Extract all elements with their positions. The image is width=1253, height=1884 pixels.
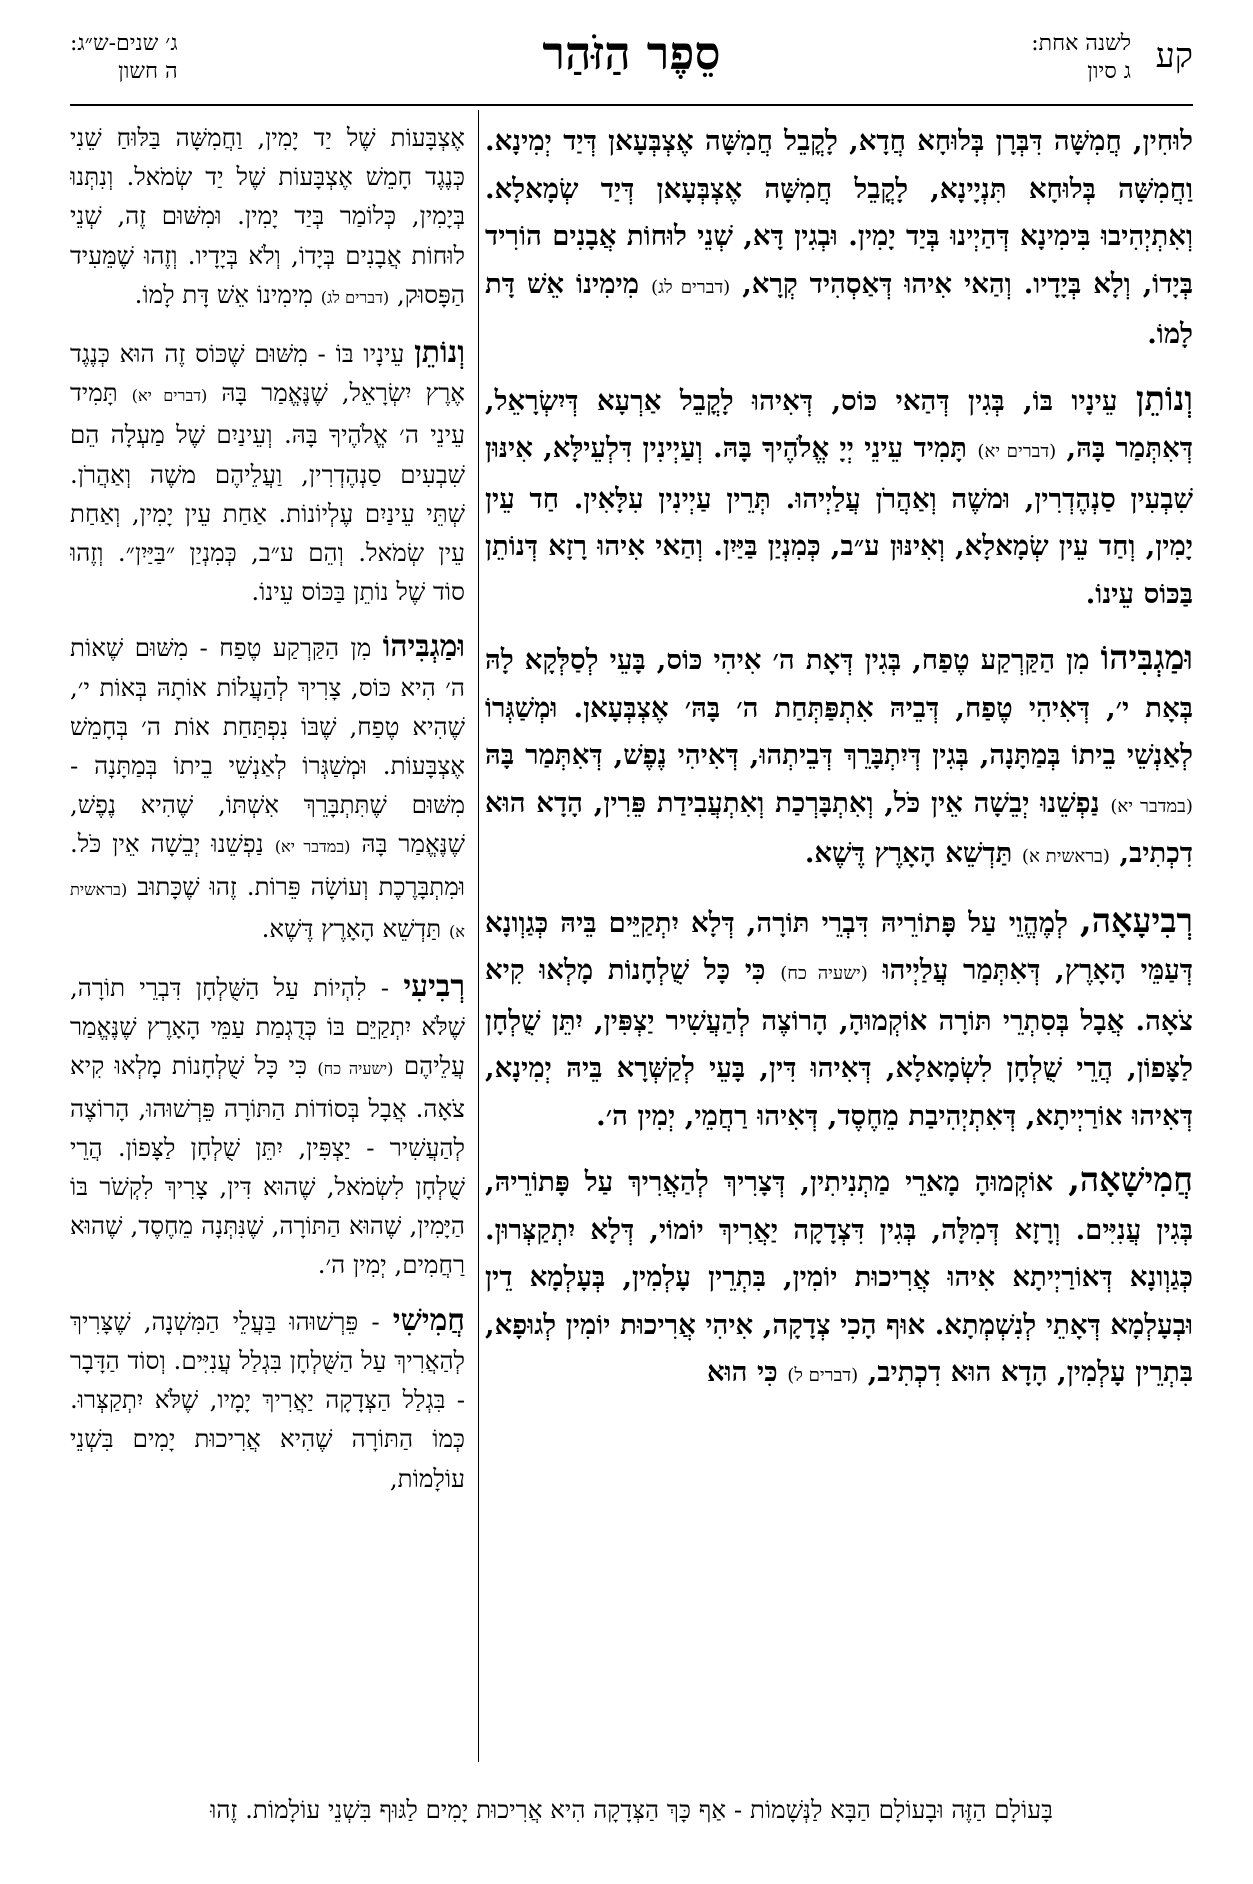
study-schedule-three-years bbox=[70, 30, 178, 86]
page-header bbox=[70, 22, 1193, 100]
verse-reference: (במדבר יא) bbox=[274, 837, 351, 857]
paragraph bbox=[485, 634, 1193, 881]
schedule-label: ג׳ שנים-ש״ג: bbox=[70, 31, 178, 56]
text: לְמֶהֱוֵי עַל פָּתוֹרֵיהּ דִּבְרֵי תּוֹרָה, דְּלָא יִתְקַיֵּים בֵּיהּ כְּגַוְונָא דְּעַמֵּי הָאָרֶץ, דְּאִתְּמַר עֲלַיְיהוּ bbox=[485, 906, 1193, 986]
text: כִּי כָּל שֻׁלְחָנוֹת מָלְאוּ קִיא צֹאָה. אֲבָל בְּסוֹדוֹת הַתּוֹרָה פֵּרְשׁוּהוּ, הָרוֹצֶה לְהַעֲשִׁיר - יַצְפִּין, יִתֵּן שֻׁלְחָן לַצָּפוֹן. הֲרֵי שֻׁלְחָן לִשְׂמֹאל, שֶׁהוּא דִּין, צָרִיךְ לִקְשֹׁר בּוֹ הַיָּמִין, שֶׁהוּא הַתּוֹרָה, שֶׁנִּתְּנָה מֵחֶסֶד, שֶׁהוּא רַחֲמִים, יְמִין ה׳. bbox=[70, 1051, 465, 1280]
paragraph bbox=[70, 627, 465, 951]
aramaic-text-column bbox=[485, 118, 1193, 1758]
column-divider bbox=[478, 110, 479, 1762]
opening-word: רְבִיעָאָה, bbox=[1080, 899, 1193, 940]
verse-reference: (דברים יא) bbox=[131, 386, 208, 406]
paragraph bbox=[485, 118, 1193, 359]
text: עֵינָיו בּוֹ - מִשּׁוּם שֶׁכּוֹס זֶה הוּא כְּנֶגֶד אֶרֶץ יִשְׂרָאֵל, שֶׁנֶּאֱמַר בָּהּ bbox=[70, 339, 465, 408]
opening-word: וּמַגְבִּיהוֹ bbox=[1100, 637, 1193, 677]
page-number: קע bbox=[1155, 36, 1193, 76]
text: תָּמִיד עֵינֵי ה׳ אֱלֹהֶיךָ בָּהּ. וְעֵינַיִם שֶׁל מַעְלָה הֵם שִׁבְעִים סַנְהֶדְרִין, וַעֲלֵיהֶם משֶׁה וְאַהֲרֹן. שְׁתֵּי עֵינַיִם עֶלְיוֹנוֹת. אַחַת עֵין יָמִין, וְאַחַת עֵין שְׂמֹאל. וְהֵם ע״ב, כְּמִנְיַן ״בַּיַּיִן״. וְזֶהוּ סוֹד שֶׁל נוֹתֵן בַּכּוֹס עֵינוֹ. bbox=[70, 378, 465, 607]
opening-word: וְנוֹתֵן bbox=[414, 335, 465, 371]
text: מִן הַקַּרְקַע טֶפַח, בְּגִין דְּאָת ה׳ אִיהִי כּוֹס, בָּעֵי לְסַלְּקָא לָהּ בְּאָת י׳, דְּאִיהִי טֶפַח, דְּבֵיהּ אִתְפַּתְּחַת ה׳ בָּהּ׳ אֶצְבְּעָאן. וּמְשַׁגְּרוֹ לְאַנְשֵׁי בֵיתוֹ בְּמַתָּנָה, בְּגִין דְּיִתְבָּרֵךְ דְּבֵיתְהוּ, דְּאִיהִי נֶפֶשׁ, דְּאִתְּמַר בָּהּ bbox=[485, 644, 1193, 771]
opening-word: רְבִיעִי bbox=[403, 969, 465, 1005]
text: תַּדְשֵׁא הָאָרֶץ דֶּשֶׁא. bbox=[261, 913, 442, 943]
text: עֵינָיו בּוֹ, בְּגִין דְּהַאי כּוֹס, דְּאִיהוּ לָקֳבֵל אַרְעָא דְּיִשְׂרָאֵל, דְּאִתְּמַר בָּהּ, bbox=[485, 384, 1193, 464]
verse-reference: (ישעיה כח) bbox=[780, 963, 868, 984]
paragraph bbox=[70, 1301, 465, 1498]
verse-reference: (בראשית א) bbox=[70, 879, 465, 941]
hebrew-translation-column bbox=[70, 118, 465, 1758]
text: לוּחִין, חֲמִשָּׁה דִּבְּרָן בְּלוּחָא חֲדָא, לָקֳבֵל חֲמִשָּׁה אֶצְבְּעָאן דְּיַד יְמִינָא. וַחֲמִשָּׁה בְּלוּחָא תִּנְיָינָא, לָקֳבֵל חֲמִשָּׁה אֶצְבְּעָאן דְּיַד שְׂמָאלָא. וְאִתְיְהִיבוּ בִּימִינָא דְּהַיְינוּ בְּיַד יָמִין. וּבְגִין דָּא, שְׁנֵי לוּחוֹת אֲבָנִים הוֹרִיד בְּיָדוֹ, וְלָא בְּיָדָיו. וְהַאי אִיהוּ דְּאַסְהִיד קְרָא, bbox=[485, 125, 1193, 300]
paragraph bbox=[70, 118, 465, 317]
paragraph bbox=[70, 967, 465, 1285]
verse-reference: (ישעיה כח) bbox=[317, 1059, 394, 1079]
verse-reference: (דברים לג) bbox=[320, 287, 390, 307]
text: - לִהְיוֹת עַל הַשֻּׁלְחָן דִּבְרֵי תוֹרָה, שֶׁלֹּא יִתְקַיֵּם בּוֹ כְּדֻגְמַת עַמֵּי הָאָרֶץ שֶׁנֶּאֱמַר עֲלֵיהֶם bbox=[70, 973, 465, 1081]
paragraph bbox=[485, 1156, 1193, 1400]
verse-reference: (דברים יא) bbox=[977, 441, 1057, 462]
opening-word: חֲמִישִׁי bbox=[392, 1302, 465, 1338]
schedule-label: לשנה אחת: bbox=[1031, 31, 1131, 56]
paragraph bbox=[485, 897, 1193, 1141]
text: נַפְשֵׁנוּ יְבֵשָׁה אֵין כֹּל, וְאִתְבָּרְכַת וְאִתְעֲבִידַת פֵּרִין, הָדָא הוּא דִכְתִיב, bbox=[485, 786, 1193, 869]
text: מִימִינוֹ אֵשׁ דָּת לָמוֹ. bbox=[485, 267, 1193, 350]
footer-continuation: בָּעוֹלָם הַזֶּה וּבָעוֹלָם הַבָּא לַנְּשָׁמוֹת - אַף כָּךְ הַצְּדָקָה הִיא אֲרִיכוּת יָמִים לַגּוּף בִּשְׁנֵי עוֹלָמוֹת. זֶהוּ bbox=[210, 1795, 1053, 1824]
opening-word: וְנוֹתֵן bbox=[1135, 377, 1193, 418]
verse-reference: (בראשית א) bbox=[1021, 846, 1110, 867]
paragraph bbox=[70, 333, 465, 611]
header-rule bbox=[70, 104, 1193, 106]
verse-reference: (דברים ל) bbox=[787, 1365, 859, 1386]
opening-word: חֲמִישָׁאָה, bbox=[1068, 1159, 1193, 1199]
text: נַפְשֵׁנוּ יְבֵשָׁה אֵין כֹּל. וּמִתְבָּרֶכֶת וְעוֹשָׂה פֵּרוֹת. זֶהוּ שֶׁכָּתוּב bbox=[70, 829, 465, 901]
text: אוֹקְמוּהָ מָארֵי מַתְנִיתִין, דְּצָרִיךְ לְהַאֲרִיךְ עַל פָּתוֹרֵיהּ, בְּגִין עֲנִיִּים. וְרָזָא דְּמִלָּה, בְּגִין דִּצְדָקָה יַאֲרִיךְ יוֹמוֹי, דְּלָא יִתְקַצְּרוּן. כְּגַוְונָא דְּאוֹרַיְיתָא אִיהוּ אֲרִיכוּת יוֹמִין, בִּתְרֵין עָלְמִין, בְּעָלְמָא דֵין וּבְעָלְמָא דְּאָתֵי לְנִשְׁמְתָא. אוּף הָכִי צְדָקָה, אִיהִי אֲרִיכוּת יוֹמִין לְגוּפָא, בִּתְרֵין עָלְמִין, הָדָא הוּא דִכְתִיב, bbox=[485, 1166, 1193, 1388]
text: תַּדְשֵׁא הָאָרֶץ דֶּשֶׁא. bbox=[804, 837, 1013, 869]
verse-reference: (דברים לג) bbox=[651, 276, 731, 298]
verse-reference: (במדבר יא) bbox=[1110, 795, 1193, 817]
text: תָּמִיד עֵינֵי יְיָ אֱלֹהֶיךָ בָּהּ. וְעַיְינִין דִּלְעֵילָּא, אִינּוּן שִׁבְעִין סַנְהֶדְרִין, וּמשֶׁה וְאַהֲרֹן עֲלַיְיהוּ. תְּרֵין עַיְינִין עִלָּאִין. חַד עֵין יָמִין, וְחַד עֵין שְׂמָאלָא, וְאִינּוּן ע״ב, כְּמִנְיַן בַּיַּיִן. וְהַאי אִיהוּ רָזָא דְּנוֹתֵן בַּכּוֹס עֵינוֹ. bbox=[485, 432, 1193, 610]
text: מִן הַקַּרְקַע טֶפַח - מִשּׁוּם שֶׁאוֹת ה׳ הִיא כּוֹס, צָרִיךְ לְהַעֲלוֹת אוֹתָהּ בְּאוֹת י׳, שֶׁהִיא טֶפַח, שֶׁבּוֹ נִפְתַּחַת אוֹת ה׳ בְּחָמֵשׁ אֶצְבָּעוֹת. וּמְשַׁגְּרוֹ לְאַנְשֵׁי בֵיתוֹ בְּמַתָּנָה - מִשּׁוּם שֶׁתִּתְבָּרֵךְ אִשְׁתּוֹ, שֶׁהִיא נֶפֶשׁ, שֶׁנֶּאֱמַר בָּהּ bbox=[70, 633, 465, 859]
text: מִימִינוֹ אֵשׁ דָּת לָמוֹ. bbox=[134, 279, 313, 309]
text: - פֵּרְשׁוּהוּ בַּעֲלֵי הַמִּשְׁנָה, שֶׁצָּרִיךְ לְהַאֲרִיךְ עַל הַשֻּׁלְחָן בִּגְלַל עֲנִיִּים. וְסוֹד הַדָּבָר - בִּגְלַל הַצְּדָקָה יַאֲרִיךְ יָמָיו, שֶׁלֹּא יִתְקַצְּרוּ. כְּמוֹ הַתּוֹרָה שֶׁהִיא אֲרִיכוּת יָמִים בִּשְׁנֵי עוֹלָמוֹת, bbox=[70, 1306, 465, 1493]
schedule-date: ה חשון bbox=[118, 59, 178, 84]
paragraph bbox=[485, 375, 1193, 619]
schedule-date: ג סיון bbox=[1087, 59, 1131, 84]
text: כִּי כָּל שֻׁלְחָנוֹת מָלְאוּ קִיא צֹאָה. אֲבָל בְּסִתְרֵי תּוֹרָה אוֹקְמוּהָ, הָרוֹצֶה לְהַעֲשִׁיר יַצְפִּין, יִתֵּן שֻׁלְחָן לַצָּפוֹן, הֲרֵי שֻׁלְחָן לִשְׂמָאלָא, דְּאִיהוּ דִּין, בָּעֵי לְקַשְּׁרָא בֵּיהּ יְמִינָא, דְּאִיהוּ אוֹרַיְיתָא, דְּאִתְיְהִיבַת מֵחֶסֶד, דְּאִיהוּ רַחֲמֵי, יְמִין ה׳. bbox=[485, 954, 1193, 1132]
text: כִּי הוּא bbox=[706, 1356, 778, 1388]
book-title: סֵפֶר הַזֹּהַר bbox=[542, 26, 721, 80]
opening-word: וּמַגְבִּיהוֹ bbox=[382, 629, 465, 665]
text: אֶצְבָּעוֹת שֶׁל יַד יָמִין, וַחֲמִשָּׁה בַּלּוּחַ שֵׁנִי כְּנֶגֶד חָמֵשׁ אֶצְבָּעוֹת שֶׁל יַד שְׂמֹאל. וְנִתְּנוּ בְּיָמִין, כְּלוֹמַר בְּיַד יָמִין. וּמִשּׁוּם זֶה, שְׁנֵי לוּחוֹת אֲבָנִים בְּיָדוֹ, וְלֹא בְּיָדָיו. וְזֶהוּ שֶׁמֵּעִיד הַפָּסוּק, bbox=[70, 123, 465, 309]
